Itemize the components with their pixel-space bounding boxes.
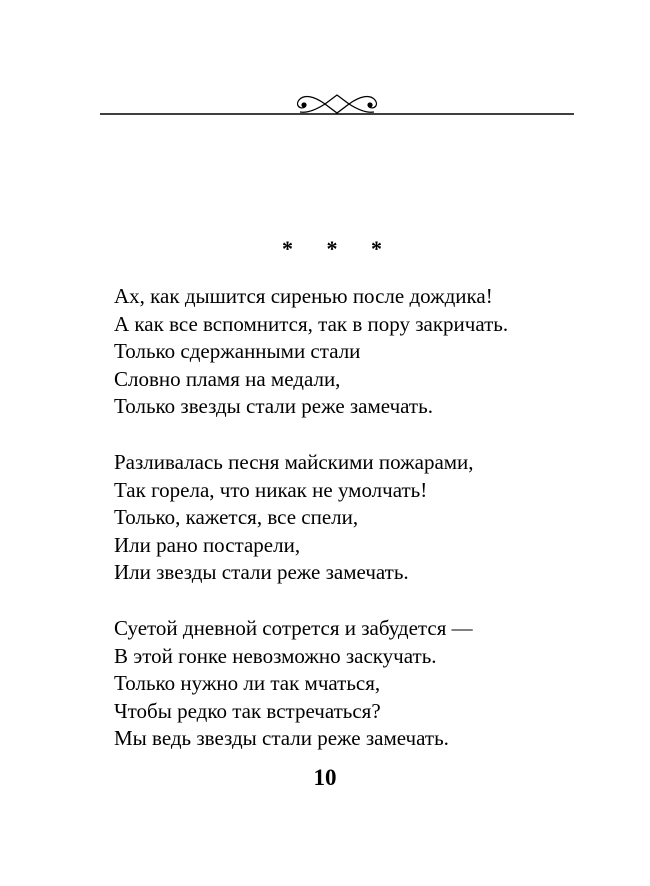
poem-line: Чтобы редко так встречаться?: [114, 698, 381, 723]
poem-line: Или звезды стали реже замечать.: [114, 560, 409, 585]
poem-line: Только сдержанными стали: [114, 339, 361, 364]
poem-line: Только нужно ли так мчаться,: [114, 671, 381, 696]
stanza: [114, 615, 594, 753]
poem-line: Или рано постарели,: [114, 532, 301, 557]
poem-line: Только звезды стали реже замечать.: [114, 394, 433, 419]
scroll-flourish-icon: [100, 92, 574, 122]
poem-line: Ах, как дышится сиренью после дождика!: [114, 284, 493, 308]
page-number: 10: [313, 765, 337, 790]
stanza: [114, 283, 594, 421]
header-ornament: [100, 92, 574, 122]
poem-line: Разливалась песня майскими пожарами,: [114, 449, 474, 474]
poem: [114, 283, 594, 781]
poem-line: А как все вспомнится, так в пору закричать.: [114, 311, 509, 336]
poem-line: Так горела, что никак не умолчать!: [114, 477, 428, 502]
poem-line: Только, кажется, все спели,: [114, 505, 359, 530]
section-separator: * * *: [282, 236, 396, 261]
poem-line: Суетой дневной сотрется и забудется —: [114, 615, 473, 640]
stanza: [114, 449, 594, 587]
poem-line: Мы ведь звезды стали реже замечать.: [114, 726, 449, 751]
poem-line: В этой гонке невозможно заскучать.: [114, 643, 437, 668]
poem-line: Словно пламя на медали,: [114, 366, 341, 391]
